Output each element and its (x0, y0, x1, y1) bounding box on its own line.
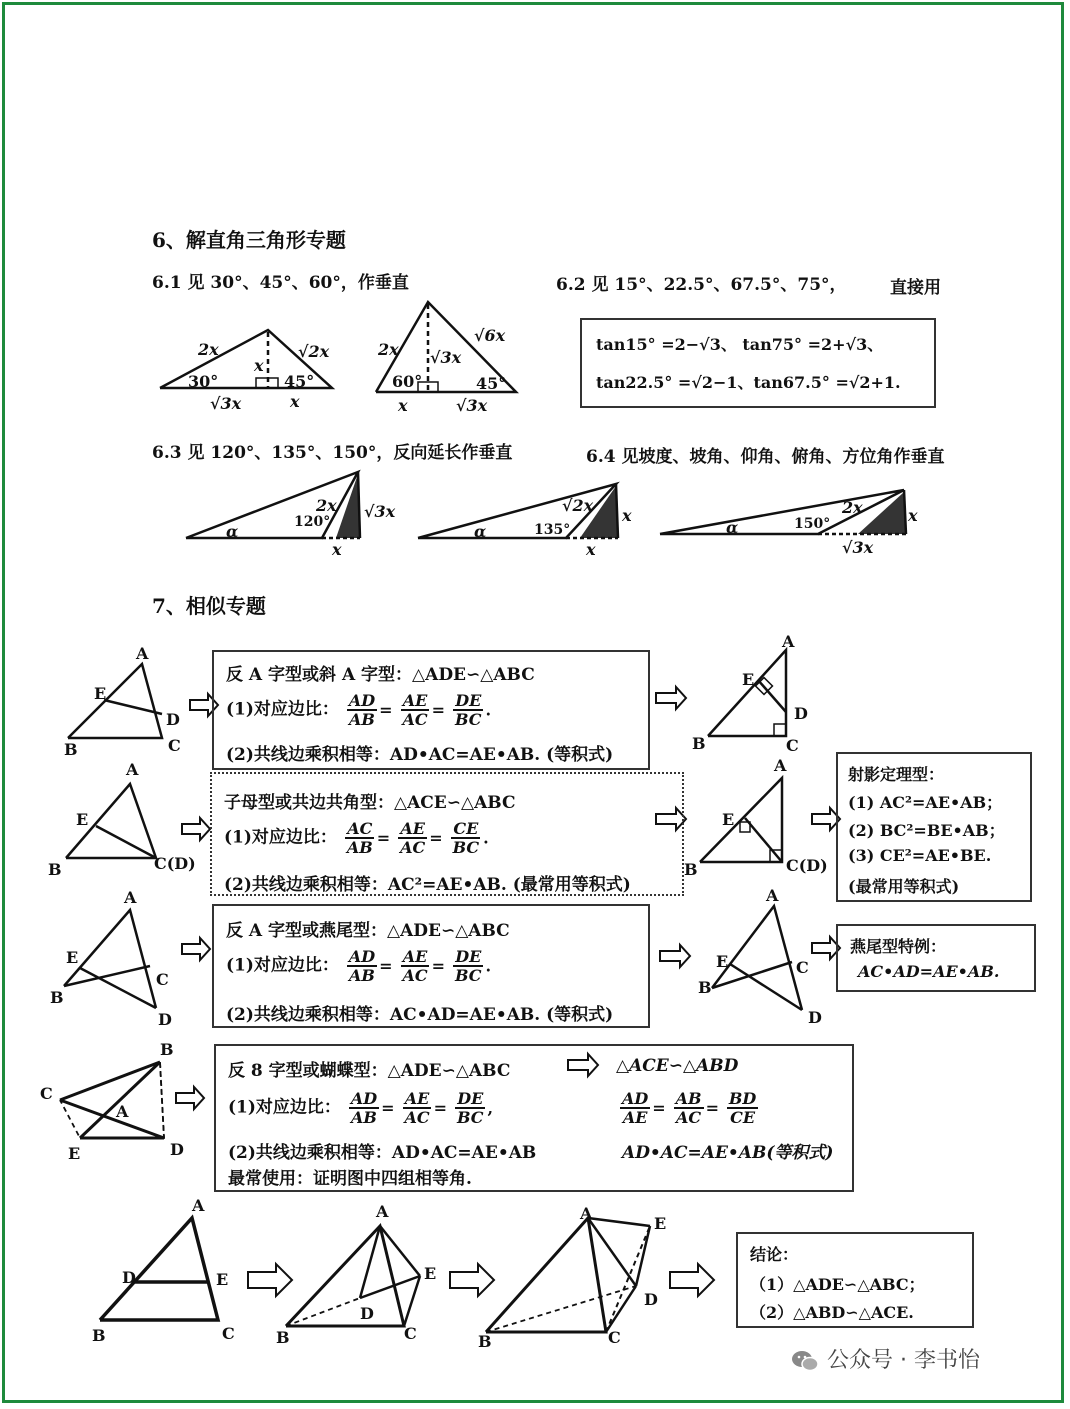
subsection-6-2-tail: 直接用 (890, 278, 941, 298)
box1-product: (2)共线边乘积相等：AD•AC=AE•AB. (等积式) (226, 745, 614, 765)
point-a: A (124, 888, 137, 907)
point-c: C (608, 1328, 621, 1347)
point-e: E (722, 810, 735, 829)
point-a: A (376, 1202, 389, 1221)
point-d: D (794, 704, 808, 723)
point-c: C (168, 736, 181, 755)
point-e: E (424, 1264, 437, 1283)
point-c: C (222, 1324, 235, 1343)
point-a: A (192, 1196, 205, 1215)
tan-line-2: tan22.5° =√2−1、tan67.5° =√2+1. (596, 373, 901, 392)
point-b: B (48, 860, 62, 879)
point-d: D (158, 1010, 172, 1029)
point-d: D (122, 1268, 136, 1287)
point-b: B (160, 1040, 174, 1059)
arrow-icon (182, 938, 210, 960)
box2-product: (2)共线边乘积相等：AC²=AE•AB. (最常用等积式) (224, 875, 631, 895)
figure-a-type (68, 664, 162, 738)
point-c: C (796, 958, 809, 977)
label-rt3x-c: √3x (456, 396, 488, 415)
figure-bottom-3 (486, 1218, 606, 1332)
arrow-icon (660, 945, 690, 967)
label-x-135: x (586, 540, 596, 559)
point-b: B (50, 988, 64, 1007)
point-e: E (94, 684, 107, 703)
point-b: B (92, 1326, 106, 1345)
subsection-6-2: 6.2 见 15°、22.5°、67.5°、75°， (556, 275, 847, 295)
box4-product2: AD•AC=AE•AB(等积式) (622, 1143, 834, 1163)
conclusion-title: 结论： (750, 1245, 799, 1264)
figure-right-triangle-1 (708, 650, 786, 736)
point-b: B (64, 740, 78, 759)
label-60: 60° (392, 372, 423, 391)
label-x-150-side: x (908, 506, 918, 525)
label-x-135-side: x (622, 506, 632, 525)
point-b: B (478, 1332, 492, 1351)
shadow-l3: (3) CE²=AE•BE. (848, 846, 992, 865)
label-45: 45° (284, 372, 315, 391)
box4-title: 反 8 字型或蝴蝶型：△ADE∽△ABC (228, 1061, 511, 1081)
label-x-base: x (290, 392, 300, 411)
figure-bottom-2 (286, 1226, 404, 1326)
label-rt3x-150: √3x (842, 538, 874, 557)
box4-common: 最常使用：证明图中四组相等角. (228, 1169, 472, 1189)
box4-ratio: (1)对应边比： $\frac{AD}{AB}$ = $\frac{AE}{AC}$ = $\frac{DE}{BC}$ , (228, 1089, 494, 1127)
arrow-icon (248, 1264, 292, 1296)
label-45-b: 45° (476, 374, 507, 393)
box-projection-theorem (836, 752, 1032, 902)
label-alpha-1: α (226, 522, 239, 541)
point-e: E (76, 810, 89, 829)
arrow-icon (656, 687, 686, 709)
shadow-l1: (1) AC²=AE•AB； (848, 793, 1003, 812)
label-2x-b: 2x (378, 340, 399, 359)
box-reverse-a (212, 904, 650, 1028)
point-e: E (68, 1144, 81, 1163)
point-a: A (126, 760, 139, 779)
point-e: E (742, 670, 755, 689)
point-b: B (692, 734, 706, 753)
point-cd: C(D) (154, 854, 196, 873)
tan-line-1: tan15° =2−√3、 tan75° =2+√3、 (596, 335, 884, 354)
point-a: A (580, 1204, 593, 1223)
point-d: D (808, 1008, 822, 1027)
box-a-type (212, 650, 650, 770)
shadow-l2: (2) BC²=BE•AB； (848, 821, 1005, 840)
point-a: A (774, 756, 787, 775)
box1-ratio: (1)对应边比： $\frac{AD}{AB}$ = $\frac{AE}{AC}$ = $\frac{DE}{BC}$ . (226, 691, 492, 729)
point-c: C (40, 1084, 53, 1103)
arrow-icon (670, 1264, 714, 1296)
swallow-l1: AC•AD=AE•AB. (858, 962, 1000, 981)
box-conclusion (736, 1232, 974, 1328)
point-a: A (782, 632, 795, 651)
watermark-text: 公众号 · 李书怡 (827, 1348, 980, 1373)
box3-product: (2)共线边乘积相等：AC•AD=AE•AB. (等积式) (226, 1005, 614, 1025)
box3-title: 反 A 字型或燕尾型：△ADE∽△ABC (226, 921, 510, 941)
conclusion-l1: （1）△ADE∽△ABC； (750, 1275, 925, 1294)
point-c: C (404, 1324, 417, 1343)
point-cd: C(D) (786, 856, 828, 875)
label-2x: 2x (198, 340, 219, 359)
label-alpha-3: α (726, 518, 739, 537)
point-e: E (66, 948, 79, 967)
box-mother-child (210, 772, 684, 896)
section6-title: 6、解直角三角形专题 (152, 228, 346, 252)
point-a: A (766, 886, 779, 905)
point-d: D (170, 1140, 184, 1159)
subsection-6-4: 6.4 见坡度、坡角、仰角、俯角、方位角作垂直 (586, 447, 945, 467)
arrow-icon (450, 1264, 494, 1296)
box4-title2: △ACE∽△ABD (616, 1056, 739, 1076)
label-135: 135° (534, 522, 571, 538)
point-e: E (716, 952, 729, 971)
label-120: 120° (294, 514, 331, 530)
point-d: D (166, 710, 180, 729)
label-2x-120: 2x (316, 496, 337, 515)
label-30: 30° (188, 372, 219, 391)
arrow-icon (182, 818, 210, 840)
shadow-title: 射影定理型： (848, 765, 945, 784)
tan-values-box (580, 318, 936, 408)
point-b: B (276, 1328, 290, 1347)
box1-title: 反 A 字型或斜 A 字型：△ADE∽△ABC (226, 665, 535, 685)
point-c: C (786, 736, 799, 755)
wechat-icon (790, 1348, 820, 1374)
label-x: x (254, 356, 264, 375)
label-rt2x: √2x (298, 342, 330, 361)
box3-ratio: (1)对应边比： $\frac{AD}{AB}$ = $\frac{AE}{AC}$ = $\frac{DE}{BC}$ . (226, 947, 492, 985)
label-rt3x-120: √3x (364, 502, 396, 521)
figure-bottom-1 (100, 1218, 218, 1320)
label-rt3x: √3x (210, 394, 242, 413)
swallow-title: 燕尾型特例： (850, 937, 947, 956)
label-150: 150° (794, 516, 831, 532)
point-b: B (684, 860, 698, 879)
shadow-l4: (最常用等积式) (848, 877, 960, 896)
point-e: E (216, 1270, 229, 1289)
box2-ratio: (1)对应边比： $\frac{AC}{AB}$ = $\frac{AE}{AC}$ = $\frac{CE}{BC}$ . (224, 819, 489, 857)
label-alpha-2: α (474, 522, 487, 541)
subsection-6-1: 6.1 见 30°、45°、60°，作垂直 (152, 273, 409, 293)
box-swallow-special (836, 924, 1036, 992)
box4-ratio2: $\frac{AD}{AE}$ = $\frac{AB}{AC}$ = $\frac{BD}{CE}$ (622, 1089, 757, 1127)
subsection-6-3: 6.3 见 120°、135°、150°，反向延长作垂直 (152, 443, 513, 463)
box2-title: 子母型或共边共角型：△ACE∽△ABC (224, 793, 516, 813)
label-x-120: x (332, 540, 342, 559)
conclusion-l2: （2）△ABD∽△ACE. (750, 1303, 914, 1322)
section7-title: 7、相似专题 (152, 594, 266, 618)
watermark (790, 1343, 980, 1374)
point-d: D (644, 1290, 658, 1309)
label-2x-150: 2x (842, 498, 863, 517)
point-a: A (116, 1102, 129, 1121)
point-e: E (654, 1214, 667, 1233)
point-d: D (360, 1304, 374, 1323)
box-butterfly (214, 1044, 854, 1192)
box4-product: (2)共线边乘积相等：AD•AC=AE•AB (228, 1143, 537, 1163)
point-a: A (136, 644, 149, 663)
point-b: B (698, 978, 712, 997)
label-rt3x-b: √3x (430, 348, 462, 367)
label-rt6x: √6x (474, 326, 506, 345)
arrow-icon (176, 1087, 204, 1109)
label-x-b: x (398, 396, 408, 415)
point-c: C (156, 970, 169, 989)
label-rt2x-135: √2x (562, 496, 594, 515)
